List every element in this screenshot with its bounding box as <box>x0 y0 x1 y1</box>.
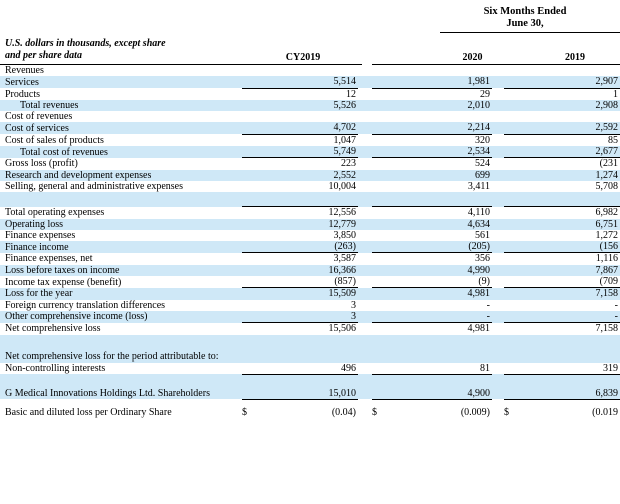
row-label: Services <box>0 76 242 88</box>
period-underline <box>440 32 620 33</box>
value-cy2019: 12,556 <box>254 207 358 219</box>
value-cy2019: 5,749 <box>254 146 358 158</box>
value-2020: 4,981 <box>384 288 492 300</box>
column-header-row <box>0 38 620 64</box>
value-2020 <box>384 65 492 76</box>
value-2020: 3,411 <box>467 180 490 192</box>
table-row <box>0 111 620 122</box>
value-cy2019: 12,779 <box>254 219 358 230</box>
value-2020: 2,010 <box>384 100 492 111</box>
value-2019: 1,116 <box>516 253 620 265</box>
value-2020: 4,981 <box>384 323 492 335</box>
row-label: Total revenues <box>0 100 242 111</box>
value-2019: 1 <box>516 88 620 100</box>
value-2020: (0.009) <box>384 399 492 418</box>
value-cy2019: (857) <box>334 276 356 288</box>
value-2019: 2,908 <box>516 100 620 111</box>
value-cy2019: 4,702 <box>254 122 358 134</box>
units-label <box>5 38 225 62</box>
table-row <box>0 374 620 399</box>
row-label: Selling, general and administrative expenses <box>5 180 184 192</box>
value-2020: 356 <box>384 253 492 265</box>
table-row <box>0 134 620 146</box>
row-label: Non-controlling interests <box>5 363 106 375</box>
value-cy2019: 5,526 <box>254 100 358 111</box>
col-header-2020: 2020 <box>462 52 483 63</box>
row-label: Loss for the year <box>0 288 242 300</box>
units-label-line1: U.S. dollars in thousands, except share <box>5 38 166 49</box>
value-2020: 4,900 <box>384 374 492 399</box>
row-label: Operating loss <box>0 219 242 230</box>
row-label: Products <box>5 88 40 100</box>
row-label: Loss before taxes on income <box>0 265 242 276</box>
table-row <box>0 265 620 276</box>
value-2019 <box>516 65 620 76</box>
value-2020: (9) <box>478 276 490 288</box>
value-2020: 524 <box>384 158 492 170</box>
period-header <box>430 6 620 30</box>
table-row <box>0 335 620 363</box>
table-row <box>0 88 620 100</box>
table-row <box>0 158 620 170</box>
table-row <box>0 65 620 76</box>
table-row <box>0 230 620 241</box>
value-2020 <box>384 111 492 122</box>
value-2019: 6,982 <box>516 207 620 219</box>
row-label: Finance income <box>0 241 242 253</box>
value-cy2019: (0.04) <box>254 399 358 418</box>
row-label: Research and development expenses <box>0 170 242 181</box>
value-cy2019: 3,587 <box>254 253 358 265</box>
value-2019: - <box>614 299 618 311</box>
value-2019: (156 <box>516 241 620 253</box>
row-label: Finance expenses <box>5 229 76 241</box>
value-2019: (709 <box>599 276 618 288</box>
table-row <box>0 276 620 288</box>
value-2020: 4,110 <box>384 207 492 219</box>
row-label: Revenues <box>5 65 44 76</box>
value-cy2019 <box>254 111 358 122</box>
col-header-cy2019: CY2019 <box>285 52 321 63</box>
value-2020: 4,990 <box>384 265 492 276</box>
value-cy2019: 223 <box>254 158 358 170</box>
currency-symbol: $ <box>242 399 254 418</box>
table-row <box>0 219 620 230</box>
table-row <box>0 76 620 88</box>
value-2019: 7,158 <box>516 323 620 335</box>
table-row <box>0 323 620 335</box>
value-2019: 5,708 <box>595 180 618 192</box>
value-cy2019 <box>254 65 358 76</box>
row-label: Foreign currency translation differences <box>5 299 166 311</box>
spacer-row <box>0 192 620 207</box>
financial-table <box>0 65 620 418</box>
value-2019: - <box>516 311 620 323</box>
value-2019: 1,272 <box>595 229 618 241</box>
value-cy2019: 3 <box>254 311 358 323</box>
value-2019 <box>516 335 620 363</box>
value-cy2019: 16,366 <box>254 265 358 276</box>
value-2020: 29 <box>384 88 492 100</box>
row-label: Total operating expenses <box>5 207 105 219</box>
value-cy2019: 5,514 <box>254 76 358 88</box>
value-cy2019: 3,850 <box>333 229 356 241</box>
value-cy2019: 15,509 <box>254 288 358 300</box>
value-2019: 6,751 <box>516 219 620 230</box>
row-label: Basic and diluted loss per Ordinary Share <box>5 406 172 418</box>
value-2020: 4,634 <box>384 219 492 230</box>
value-2019: 2,677 <box>516 146 620 158</box>
row-label: Gross loss (profit) <box>5 158 78 170</box>
row-label: Cost of services <box>0 122 242 134</box>
currency-symbol: $ <box>504 399 516 418</box>
value-cy2019: 2,552 <box>254 170 358 181</box>
table-row <box>0 300 620 311</box>
table-row <box>0 241 620 253</box>
table-row <box>0 288 620 300</box>
value-2020: 561 <box>475 229 490 241</box>
value-cy2019: 496 <box>341 362 356 374</box>
table-row <box>0 399 620 418</box>
table-row <box>0 207 620 219</box>
value-cy2019: 15,010 <box>254 374 358 399</box>
value-2020: - <box>486 299 490 311</box>
row-label: Cost of sales of products <box>5 134 104 146</box>
value-2020: 2,534 <box>384 146 492 158</box>
row-label: Other comprehensive income (loss) <box>0 311 242 323</box>
value-2020: 81 <box>480 362 490 374</box>
value-2019: 7,158 <box>516 288 620 300</box>
row-label: G Medical Innovations Holdings Ltd. Shareholders <box>0 374 242 399</box>
value-cy2019: 1,047 <box>254 134 358 146</box>
period-title-line1: Six Months Ended <box>483 6 567 17</box>
value-2019: 85 <box>516 134 620 146</box>
value-2019: (231 <box>516 158 620 170</box>
value-2020: 320 <box>384 134 492 146</box>
table-row <box>0 122 620 134</box>
value-2019: 6,839 <box>516 374 620 399</box>
table-row <box>0 311 620 323</box>
value-2019: (0.019 <box>516 399 620 418</box>
table-row <box>0 170 620 181</box>
value-2019: 2,907 <box>516 76 620 88</box>
row-label: Income tax expense (benefit) <box>5 276 122 288</box>
row-label: Net comprehensive loss for the period attributable to: <box>0 335 242 363</box>
value-2019: 1,274 <box>516 170 620 181</box>
units-label-line2: and per share data <box>5 50 82 61</box>
value-2020: (205) <box>384 241 492 253</box>
row-label: Finance expenses, net <box>5 253 93 265</box>
value-2019: 7,867 <box>516 265 620 276</box>
value-2019 <box>516 111 620 122</box>
value-cy2019: 15,506 <box>254 323 358 335</box>
table-row <box>0 253 620 265</box>
value-2020: 2,214 <box>384 122 492 134</box>
row-label: Net comprehensive loss <box>5 323 101 335</box>
value-cy2019: 10,004 <box>328 180 356 192</box>
value-cy2019: 12 <box>254 88 358 100</box>
value-2020 <box>384 335 492 363</box>
table-row <box>0 181 620 192</box>
value-2020: 699 <box>384 170 492 181</box>
value-2019: 2,592 <box>516 122 620 134</box>
value-2019: 319 <box>603 362 618 374</box>
period-title-line2: June 30, <box>506 18 544 29</box>
currency-symbol: $ <box>372 399 384 418</box>
value-cy2019 <box>254 335 358 363</box>
value-2020: 1,981 <box>384 76 492 88</box>
value-2020: - <box>384 311 492 323</box>
row-label: Cost of revenues <box>5 111 73 123</box>
table-row <box>0 146 620 158</box>
table-row <box>0 363 620 375</box>
col-header-2019: 2019 <box>565 52 585 63</box>
value-cy2019: 3 <box>351 299 356 311</box>
table-row <box>0 100 620 111</box>
row-label: Total cost of revenues <box>0 146 242 158</box>
value-cy2019: (263) <box>254 241 358 253</box>
